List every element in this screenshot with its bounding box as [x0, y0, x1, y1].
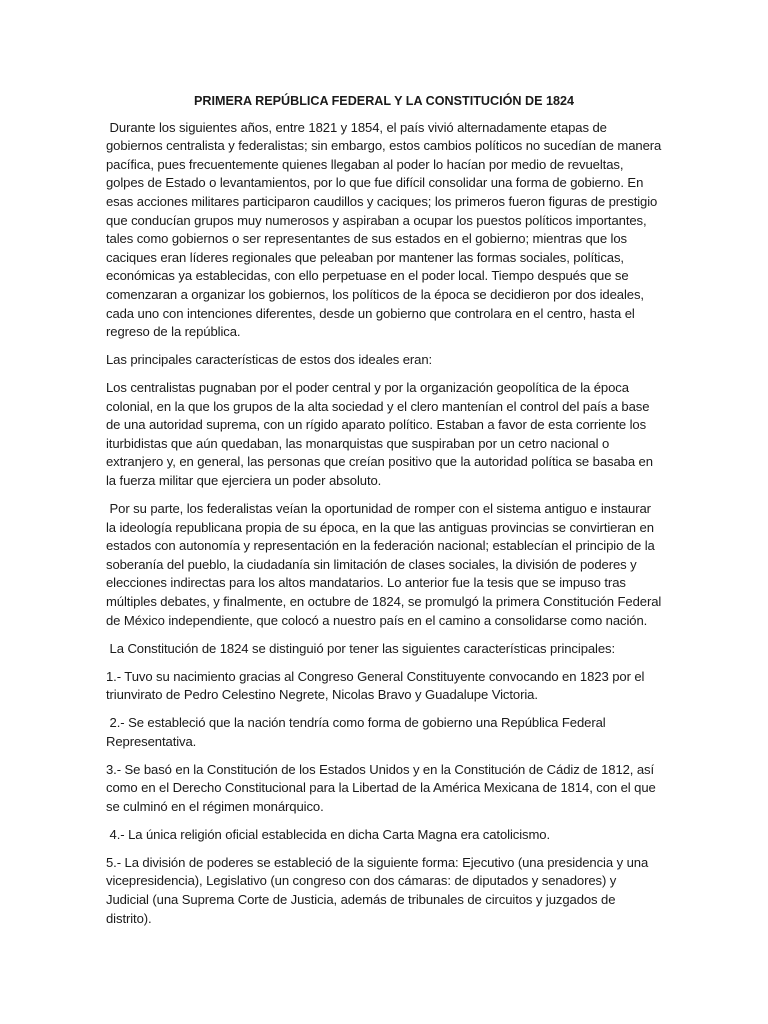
paragraph-intro: Durante los siguientes años, entre 1821 y 1854, el país vivió alternadamente etapas de gobiernos centralista y federalistas; sin embargo, estos cambios políticos no sucedían de manera pacífica, pues frecuentemente quienes llegaban al poder lo hacían por medio de revueltas, golpes de Estado o levantamientos, por lo que fue difícil consolidar una forma de gobierno. En esas acciones militares participaron caudillos y caciques; los primeros fueron figuras de prestigio que conducían grupos muy numerosos y aspiraban a ocupar los puestos políticos importantes, tales como gobiernos o ser representantes de sus estados en el gobierno; mientras que los caciques eran líderes regionales que peleaban por mantener las formas sociales, políticas, económicas ya establecidas, con ello perpetuase en el poder local. Tiempo después que se comenzaran a organizar los gobiernos, los políticos de la época se decidieron por dos ideales, cada uno con intenciones diferentes, desde un gobierno que controlara en el centro, hasta el regreso de la república.	[106, 119, 665, 340]
list-item-2: 2.- Se estableció que la nación tendría como forma de gobierno una República Federal Representativa.	[106, 715, 610, 749]
document-page	[106, 92, 665, 938]
list-item-1: 1.- Tuvo su nacimiento gracias al Congreso General Constituyente convocando en 1823 por el triunvirato de Pedro Celestino Negrete, Nicolas Bravo y Guadalupe Victoria.	[106, 668, 648, 703]
paragraph-centralistas: Los centralistas pugnaban por el poder central y por la organización geopolítica de la época colonial, en la que los grupos de la alta sociedad y el clero mantenían el control del país a base de una autoridad suprema, con un rígido aparato político. Estaban a favor de esta corriente los iturbidistas que aún quedaban, las monarquistas que suspiraban por un cetro nacional o extranjero y, en general, las personas que creían positivo que la autoridad política se basaba en la fuerza militar que ejerciera un poder absoluto.	[106, 380, 657, 489]
paragraph-constitution-intro: La Constitución de 1824 se distinguió por tener las siguientes características principales:	[106, 640, 616, 656]
document-title: PRIMERA REPÚBLICA FEDERAL Y LA CONSTITUCIÓN DE 1824	[194, 94, 574, 108]
list-item-5: 5.- La división de poderes se estableció de la siguiente forma: Ejecutivo (una presidencia y una vicepresidencia), Legislativo (un congreso con dos cámaras: de diputados y senadores) y Judicial (una Suprema Corte de Justicia, además de tribunales de circuitos y juzgados de distrito).	[106, 854, 652, 926]
list-item-3: 3.- Se basó en la Constitución de los Estados Unidos y en la Constitución de Cádiz de 1812, así como en el Derecho Constitucional para la Libertad de la América Mexicana de 1814, con el que se culminó en el régimen monárquico.	[106, 761, 660, 814]
paragraph-ideals-intro: Las principales características de estos dos ideales eran:	[106, 352, 433, 368]
paragraph-federalistas: Por su parte, los federalistas veían la oportunidad de romper con el sistema antiguo e instaurar la ideología republicana propia de su época, en la que las antiguas provincias se convirtieran en estados con autonomía y representación en la federación nacional; establecían el principio de la soberanía del pueblo, la ciudadanía sin limitación de clases sociales, la división de poderes y elecciones indirectas para los altos mandatarios. Lo anterior fue la tesis que se impuso tras múltiples debates, y finalmente, en octubre de 1824, se promulgó la primera Constitución Federal de México independiente, que colocó a nuestro país en el camino a consolidarse como nación.	[106, 501, 665, 628]
list-item-4: 4.- La única religión oficial establecida en dicha Carta Magna era catolicismo.	[106, 826, 550, 842]
